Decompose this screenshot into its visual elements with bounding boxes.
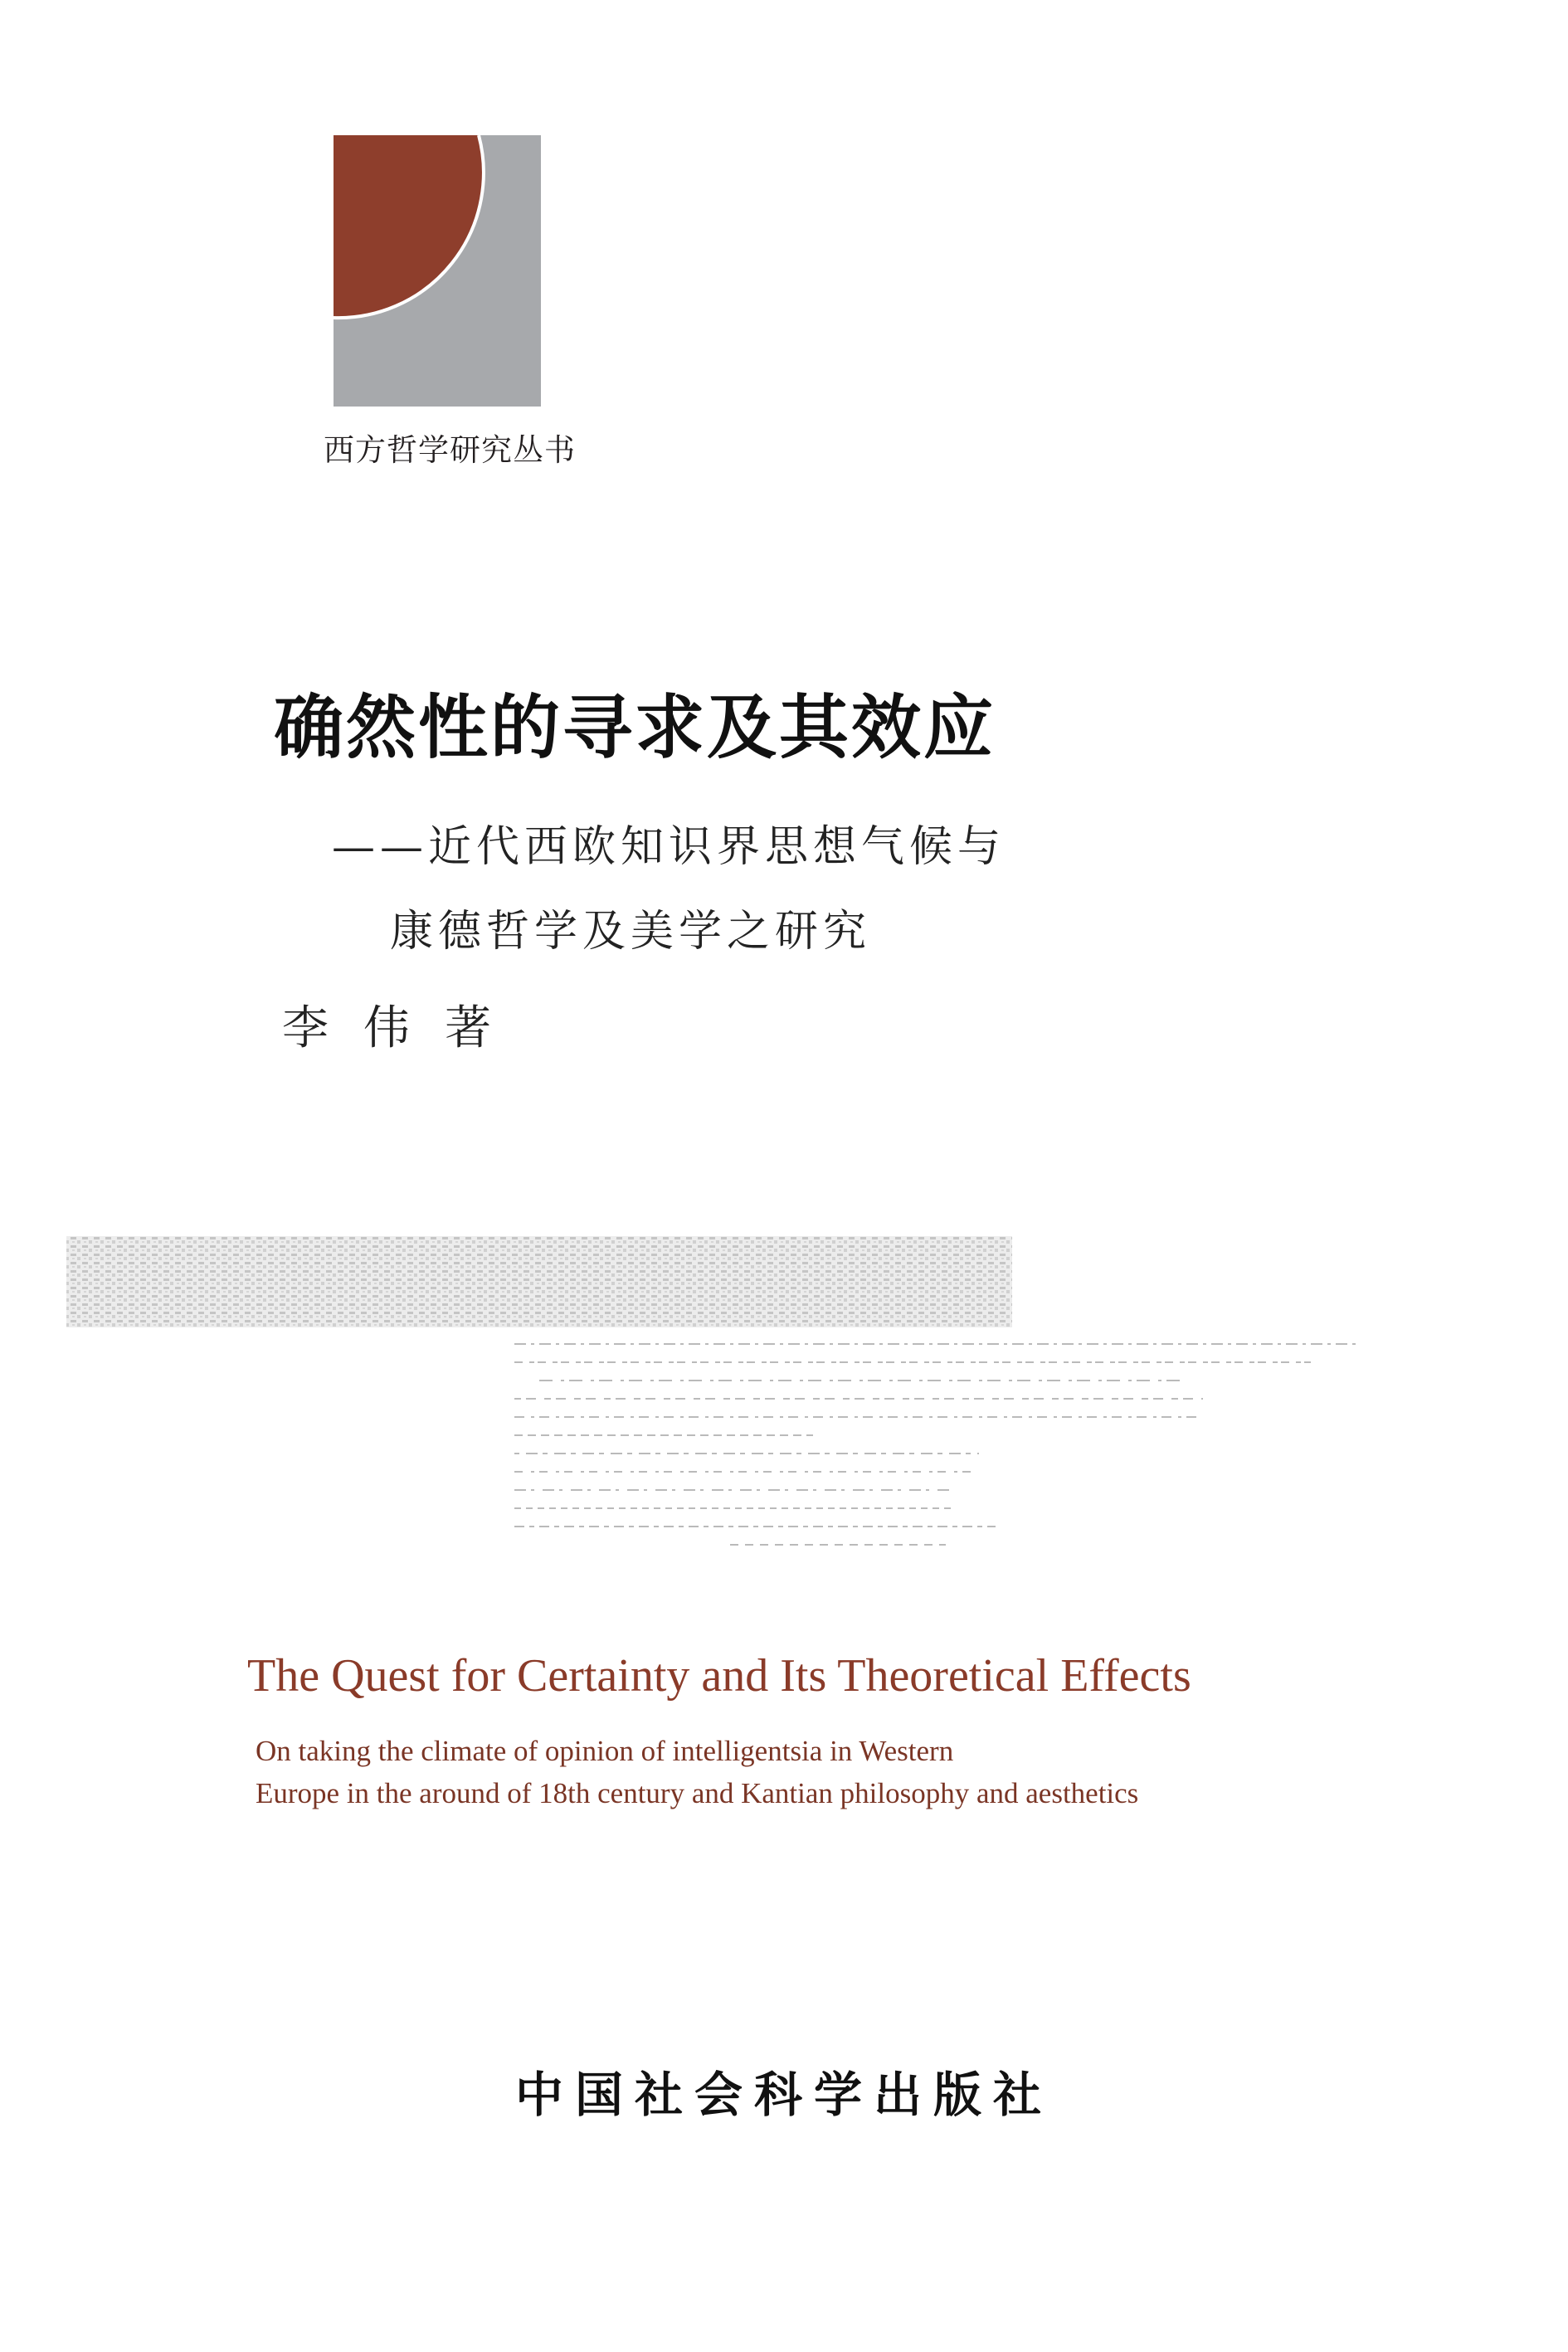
subtitle-chinese-line-1: ——近代西欧知识界思想气候与	[332, 822, 1006, 872]
faded-text-lines	[514, 1344, 1361, 1545]
book-subtitle-english	[256, 1730, 1550, 1814]
decorative-texture	[0, 1228, 1568, 1560]
publisher-name: 中国社会科学出版社	[514, 2067, 1053, 2123]
book-title-chinese: 确然性的寻求及其效应	[274, 686, 996, 768]
subtitle-english-line-1: On taking the climate of opinion of intelligentsia in Western	[256, 1735, 954, 1767]
subtitle-english-line-2: Europe in the around of 18th century and Kantian philosophy and aesthetics	[256, 1777, 1139, 1809]
series-name: 西方哲学研究丛书	[324, 432, 576, 468]
book-subtitle-chinese	[332, 805, 1327, 974]
series-logo	[334, 135, 541, 407]
series-logo-graphic	[334, 135, 541, 407]
subtitle-chinese-line-2: 康德哲学及美学之研究	[390, 907, 872, 957]
book-title-english: The Quest for Certainty and Its Theoretical Effects	[247, 1650, 1191, 1702]
author-name: 李伟著	[282, 1001, 526, 1055]
